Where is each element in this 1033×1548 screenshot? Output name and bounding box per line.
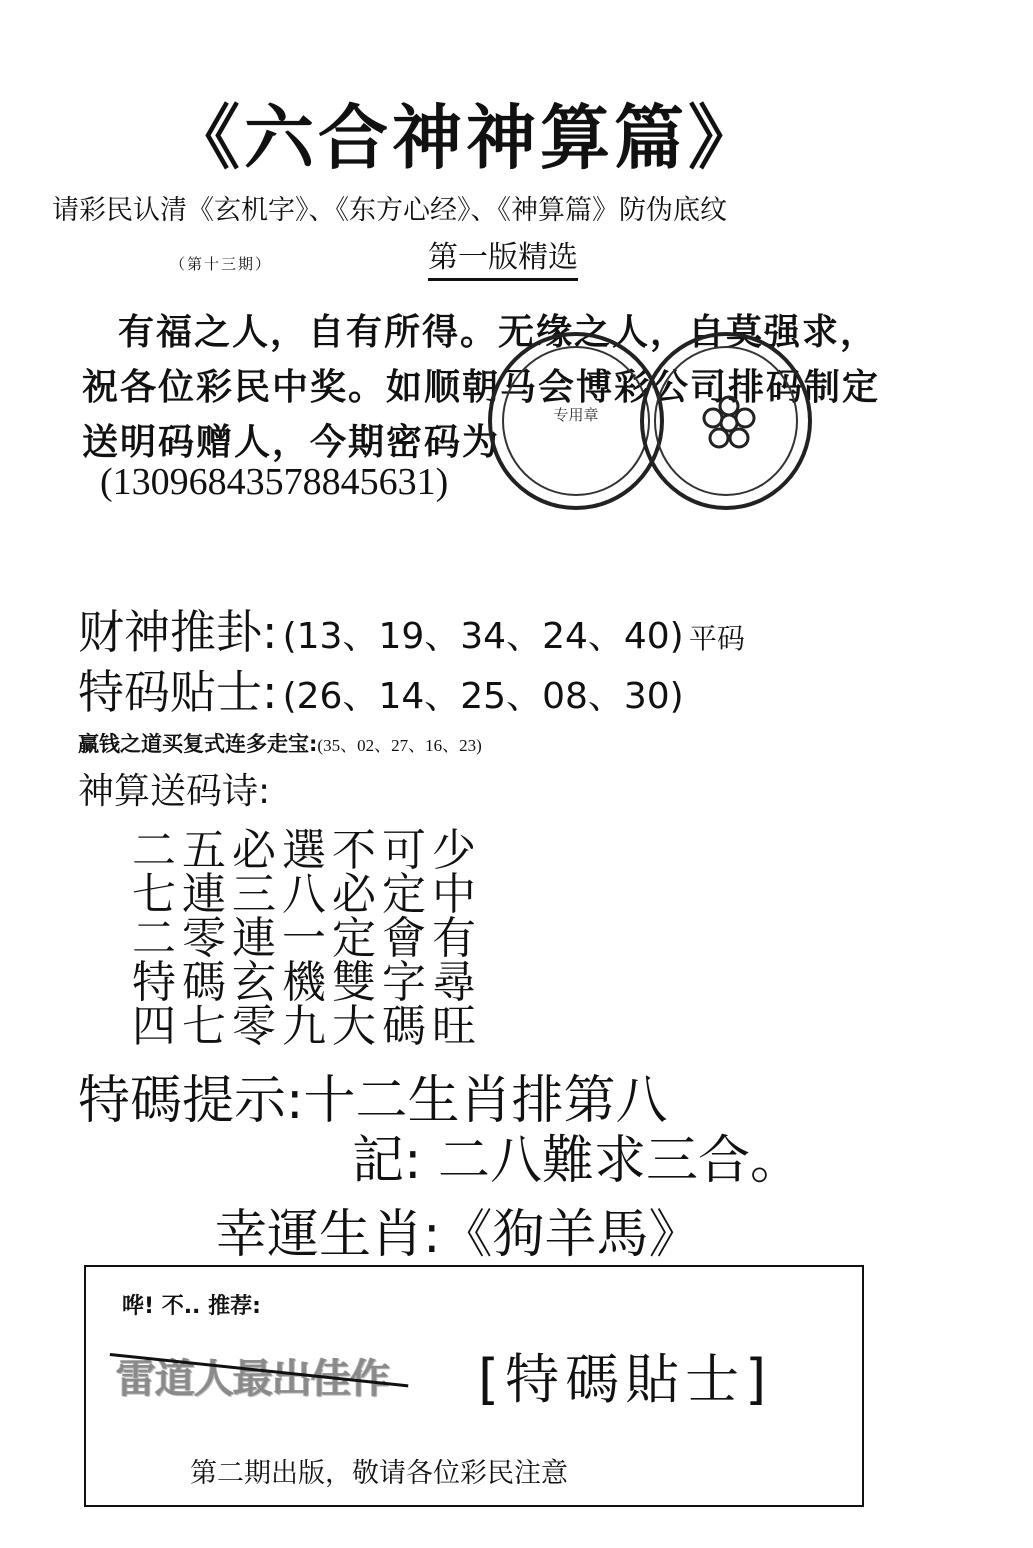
- poem-line: 特碼玄機雙字尋: [132, 957, 482, 1008]
- issue-number: （第十三期）: [170, 255, 273, 273]
- pick-numbers: (26、14、25、08、30): [282, 676, 684, 717]
- poem-line: 二零連一定會有: [132, 913, 482, 964]
- secret-code: (13096843578845631): [100, 461, 449, 503]
- left-seal-stamp: [488, 332, 664, 510]
- right-seal-stamp: [640, 332, 812, 510]
- win-strategy: [78, 728, 482, 758]
- win-numbers: (35、02、27、16、23): [317, 736, 482, 755]
- pick-row-wealth: [78, 596, 745, 662]
- blessing-paragraph: 有福之人，自有所得。无缘之人，自莫强求，祝各位彩民中奖。如顺朝马会博彩公司排码制定送明码赠人，今期密码为: [82, 312, 881, 463]
- hint-note: 記: 二八難求三合。: [352, 1131, 803, 1191]
- lucky-zodiac: 幸運生肖:《狗羊馬》: [215, 1205, 701, 1265]
- poem-line: 四七零九大碼旺: [132, 1001, 482, 1052]
- special-code-hint: 特碼提示:十二生肖排第八: [78, 1071, 668, 1131]
- page-title: 《六合神神算篇》: [170, 97, 762, 179]
- pick-label: 特码贴士:: [78, 665, 278, 719]
- pick-suffix: 平码: [688, 622, 745, 655]
- publication-note: 第二期出版，敬请各位彩民注意: [190, 1458, 568, 1489]
- pick-numbers: (13、19、34、24、40): [282, 616, 684, 657]
- recommendation-box: [84, 1265, 864, 1507]
- recommend-heading: 哗! 不.. 推荐:: [122, 1294, 261, 1319]
- seal-text: 专用章: [553, 406, 599, 424]
- flower-seal-icon: [694, 388, 764, 458]
- recommended-title: [特碼貼士]: [478, 1348, 773, 1411]
- edition-label: 第一版精选: [428, 232, 578, 281]
- pick-row-special: [78, 656, 684, 722]
- win-label: 赢钱之道买复式连多走宝:: [78, 732, 318, 756]
- poem-title: 神算送码诗:: [78, 771, 271, 812]
- poem-line: 二五必選不可少: [132, 825, 482, 876]
- pick-label: 财神推卦:: [78, 605, 278, 659]
- anti-counterfeit-notice: 请彩民认清《玄机字》、《东方心经》、《神算篇》防伪底纹: [52, 195, 727, 226]
- crossed-out-author: 雷道人最出佳作: [116, 1356, 389, 1402]
- poem-line: 七連三八必定中: [132, 869, 482, 920]
